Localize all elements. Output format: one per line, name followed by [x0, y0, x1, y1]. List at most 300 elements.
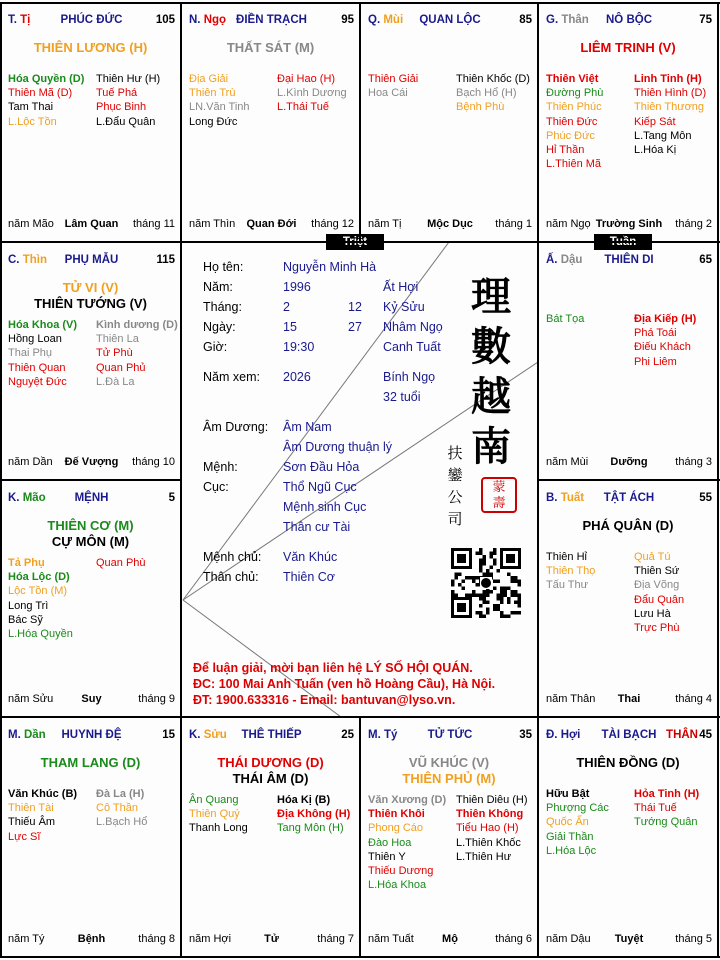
- minor-star: Phúc Đức: [546, 129, 595, 142]
- info-value: Nguyễn Minh Hà: [283, 260, 377, 274]
- life-stage: Tử: [264, 933, 279, 945]
- footer-year: năm Hợi: [189, 933, 232, 945]
- minor-star: Đà La (H): [96, 788, 145, 800]
- palace-header: [368, 729, 532, 745]
- minor-star: Tấu Thư: [546, 579, 589, 592]
- main-star: PHÁ QUÂN (D): [582, 518, 674, 533]
- minor-star: Quốc Ấn: [546, 816, 589, 829]
- h-line: [0, 479, 182, 481]
- info-label: Năm:: [203, 280, 233, 294]
- minor-stars-right: [277, 72, 347, 115]
- main-star: THAM LANG (D): [40, 755, 141, 770]
- minor-star: Long Đức: [189, 115, 238, 128]
- main-star: THIÊN PHỦ (M): [402, 771, 496, 786]
- minor-star: Tiểu Hao (H): [456, 822, 519, 835]
- can-label: N.: [189, 14, 201, 26]
- minor-star: Thiên Mã (D): [8, 87, 73, 100]
- minor-star: Hoa Cái: [368, 87, 408, 100]
- info-label: Ngày:: [203, 320, 236, 334]
- main-stars: [0, 280, 181, 312]
- palace-name: PHÚC ĐỨC: [60, 14, 123, 26]
- footer-year: năm Tị: [368, 218, 402, 230]
- minor-stars-left: [8, 556, 73, 641]
- footer-year: năm Mùi: [546, 456, 589, 468]
- main-star: THIÊN CƠ (M): [47, 518, 134, 533]
- minor-star: L.Thiên Hư: [456, 850, 512, 863]
- footer-year: năm Thìn: [189, 218, 236, 230]
- info-label: Thân chủ:: [203, 570, 259, 584]
- life-stage: Mộc Dục: [427, 218, 473, 230]
- minor-star: Kiếp Sát: [634, 115, 676, 128]
- birth-info-row: [203, 420, 463, 436]
- palace-header: [8, 14, 175, 30]
- info-canchi: Kỷ Sửu: [383, 300, 425, 314]
- chi-label: Mão: [22, 492, 46, 504]
- palace-name: TỬ TỨC: [427, 729, 473, 741]
- minor-star: Tử Phù: [96, 347, 133, 360]
- minor-star: Địa Võng: [634, 579, 680, 592]
- minor-star: Bác Sỹ: [8, 613, 43, 626]
- palace-cell-ti[interactable]: [0, 2, 181, 242]
- birth-info-row: [203, 340, 463, 356]
- contact-address: ĐC: 100 Mai Anh Tuấn (ven hồ Hoàng Cầu), Hà Nội.: [193, 677, 496, 691]
- minor-star: Quan Phù: [96, 557, 146, 569]
- minor-star: L.Hóa Lộc: [546, 844, 597, 857]
- info-value: Sơn Đầu Hỏa: [283, 460, 360, 474]
- minor-star: Thiếu Dương: [368, 865, 434, 878]
- minor-stars-left: [368, 793, 446, 892]
- birth-info-row: [203, 570, 463, 586]
- main-star: THẤT SÁT (M): [226, 40, 315, 55]
- info-label: Năm xem:: [203, 370, 260, 384]
- minor-star: Tang Môn (H): [277, 822, 344, 835]
- palace-header: [8, 729, 175, 745]
- minor-star: Đẩu Quân: [634, 593, 685, 606]
- calligraphy-char: 數: [471, 323, 511, 370]
- palace-footer: [546, 218, 712, 232]
- footer-year: năm Dậu: [546, 933, 591, 945]
- minor-star: Quả Tú: [634, 551, 671, 563]
- can-label: K.: [8, 492, 20, 504]
- h-line: [538, 479, 720, 481]
- life-stage: Thai: [617, 693, 641, 705]
- minor-star: Bát Tọa: [546, 313, 585, 325]
- info-value: 19:30: [283, 340, 315, 354]
- minor-star: Đường Phù: [546, 87, 604, 100]
- footer-month: tháng 11: [132, 218, 175, 230]
- main-stars: [538, 40, 718, 56]
- can-label: B.: [546, 492, 558, 504]
- calligraphy-logo: [461, 272, 521, 472]
- can-label: T.: [8, 14, 17, 26]
- contact-line: Để luận giải, mời bạn liên hệ LÝ SỐ HỘI QUÁN.: [193, 661, 473, 675]
- minor-star: Văn Xương (D): [368, 794, 447, 806]
- minor-star: Hỏa Tinh (H): [634, 788, 700, 800]
- chi-label: Dần: [23, 729, 46, 741]
- life-stage: Bệnh: [77, 933, 106, 945]
- chi-label: Hợi: [560, 729, 581, 741]
- minor-star: Phá Toái: [634, 327, 677, 340]
- footer-year: năm Sửu: [8, 693, 54, 705]
- can-label: G.: [546, 14, 559, 26]
- minor-stars-left: [189, 793, 248, 836]
- palace-cell-mui[interactable]: [360, 2, 538, 242]
- palace-cell-tuat[interactable]: [538, 480, 718, 717]
- info-canchi: Nhâm Ngọ: [383, 320, 443, 334]
- minor-stars-left: [546, 312, 584, 326]
- footer-year: năm Mão: [8, 218, 54, 230]
- minor-star: Bạch Hổ (H): [456, 87, 517, 100]
- v-line: [359, 2, 361, 242]
- palace-header: [546, 729, 712, 745]
- minor-star: L.Bạch Hổ: [96, 816, 148, 829]
- main-stars: [0, 40, 181, 56]
- main-stars: [538, 518, 718, 534]
- minor-star: Thiên La: [96, 333, 139, 346]
- minor-star: Hóa Khoa (V): [8, 319, 78, 331]
- life-stage: Trường Sinh: [595, 218, 663, 230]
- footer-year: năm Dần: [8, 456, 53, 468]
- footer-month: tháng 6: [495, 933, 532, 945]
- chi-label: Tuất: [560, 492, 585, 504]
- chi-label: Ngọ: [203, 14, 227, 26]
- birth-info-row: [203, 500, 463, 516]
- seal-char: 司: [447, 510, 463, 528]
- palace-footer: [368, 218, 532, 232]
- center-info-panel: [181, 242, 538, 717]
- info-value: Mệnh sinh Cục: [283, 500, 367, 514]
- minor-star: Thiên Khốc (D): [456, 73, 530, 85]
- palace-age: 75: [699, 14, 712, 26]
- can-label: C.: [8, 254, 20, 266]
- v-line: [359, 716, 361, 958]
- minor-star: Thiên Trù: [189, 87, 236, 100]
- life-stage: Suy: [81, 693, 102, 705]
- can-label: M.: [8, 729, 21, 741]
- palace-header: [546, 254, 712, 270]
- minor-star: Thiên Đức: [546, 115, 598, 128]
- footer-year: năm Tuất: [368, 933, 414, 945]
- minor-star: Lộc Tồn (M): [8, 585, 68, 598]
- info-value: 1996: [283, 280, 311, 294]
- minor-star: Điếu Khách: [634, 341, 691, 354]
- palace-name: NÔ BỘC: [606, 14, 652, 26]
- info-value: Âm Nam: [283, 420, 332, 434]
- footer-month: tháng 3: [675, 456, 712, 468]
- footer-month: tháng 2: [675, 218, 712, 230]
- minor-star: Tuế Phá: [96, 87, 138, 100]
- minor-star: Cô Thần: [96, 802, 138, 815]
- info-canchi: Ất Hợi: [383, 280, 419, 294]
- palace-name: HUYNH ĐỆ: [61, 729, 122, 741]
- company-seal-chars: [445, 442, 465, 530]
- can-label: Đ.: [546, 729, 558, 741]
- palace-footer: [8, 693, 175, 707]
- footer-year: năm Ngọ: [546, 218, 591, 230]
- footer-month: tháng 12: [311, 218, 354, 230]
- palace-footer: [189, 933, 354, 947]
- info-value: Âm Dương thuận lý: [283, 440, 392, 454]
- birth-info-row: [203, 440, 463, 456]
- minor-star: Thai Phụ: [8, 347, 53, 360]
- palace-cell-thin[interactable]: [0, 242, 181, 480]
- life-stage: Dưỡng: [610, 456, 648, 468]
- life-stage: Đế Vượng: [64, 456, 119, 468]
- minor-star: L.Tang Môn: [634, 129, 692, 142]
- minor-star: Thiên Quý: [189, 808, 240, 821]
- minor-star: Hóa Kị (B): [277, 794, 331, 806]
- contact-phone-email[interactable]: ĐT: 1900.633316 - Email: bantuvan@lyso.vn.: [193, 693, 456, 707]
- minor-star: Tả Phụ: [8, 557, 45, 569]
- minor-star: Địa Không (H): [277, 808, 351, 821]
- palace-cell-ty[interactable]: [360, 717, 538, 957]
- life-stage: Lâm Quan: [64, 218, 119, 230]
- minor-star: Phục Binh: [96, 101, 147, 114]
- chi-label: Tý: [383, 729, 398, 741]
- info-label: Âm Dương:: [203, 420, 269, 434]
- birth-info-row: [203, 480, 463, 496]
- info-value: 15: [283, 320, 297, 334]
- minor-stars-right: [456, 72, 530, 115]
- info-label: Giờ:: [203, 340, 228, 354]
- palace-header: [8, 492, 175, 508]
- minor-star: L.Thái Tuế: [277, 101, 329, 114]
- minor-star: Thanh Long: [189, 822, 248, 835]
- minor-star: Linh Tinh (H): [634, 73, 702, 85]
- palace-age: 55: [699, 492, 712, 504]
- contact-block: [193, 660, 538, 708]
- info-label: Mệnh:: [203, 460, 238, 474]
- palace-cell-ngo[interactable]: [181, 2, 360, 242]
- palace-footer: [8, 933, 175, 947]
- palace-age: 5: [168, 492, 175, 504]
- chi-label: Sửu: [203, 729, 227, 741]
- palace-footer: [546, 933, 712, 947]
- footer-year: năm Tý: [8, 933, 45, 945]
- footer-month: tháng 8: [138, 933, 175, 945]
- palace-header: [546, 14, 712, 30]
- main-star: TỬ VI (V): [62, 280, 119, 295]
- minor-star: Giải Thần: [546, 830, 594, 843]
- minor-stars-right: [634, 787, 699, 830]
- info-value: Thân cư Tài: [283, 520, 351, 534]
- seal-char: 公: [447, 488, 463, 506]
- palace-cell-suu[interactable]: [181, 717, 360, 957]
- palace-footer: [8, 218, 175, 232]
- palace-cell-mao[interactable]: [0, 480, 181, 717]
- seal-char: 鑾: [447, 466, 463, 484]
- info-value: Thổ Ngũ Cục: [283, 480, 357, 494]
- palace-age: 25: [341, 729, 354, 741]
- minor-star: Thiên Không: [456, 808, 524, 821]
- minor-star: Hóa Lộc (D): [8, 571, 70, 584]
- minor-star: Tam Thai: [8, 101, 54, 114]
- minor-star: Lưu Hà: [634, 607, 671, 620]
- palace-name: PHỤ MẪU: [64, 254, 119, 266]
- minor-star: Phượng Các: [546, 802, 609, 815]
- minor-star: Hóa Quyền (D): [8, 73, 85, 85]
- palace-footer: [8, 456, 175, 470]
- minor-star: Thiếu Âm: [8, 816, 56, 829]
- minor-star: Long Trì: [8, 599, 49, 612]
- palace-age: 45: [699, 729, 712, 741]
- info-value: 2: [283, 300, 290, 314]
- chi-label: Thìn: [22, 254, 47, 266]
- main-star: VŨ KHÚC (V): [408, 755, 490, 770]
- birth-info-row: [203, 520, 463, 536]
- can-label: M.: [368, 729, 381, 741]
- palace-footer: [546, 456, 712, 470]
- minor-star: Địa Kiếp (H): [634, 313, 697, 325]
- minor-stars-left: [546, 787, 609, 858]
- palace-footer: [189, 218, 354, 232]
- can-label: Q.: [368, 14, 381, 26]
- minor-star: Thiên Sứ: [634, 565, 680, 578]
- palace-footer: [368, 933, 532, 947]
- minor-stars-right: [634, 312, 696, 369]
- minor-stars-right: [96, 72, 160, 129]
- palace-cell-dau[interactable]: [538, 242, 718, 480]
- minor-stars-right: [96, 787, 147, 830]
- footer-month: tháng 1: [495, 218, 532, 230]
- footer-month: tháng 4: [675, 693, 712, 705]
- birth-info-row: [203, 300, 463, 316]
- minor-star: Thiên Giải: [368, 73, 419, 85]
- main-star: THÁI ÂM (D): [232, 771, 309, 786]
- minor-stars-left: [189, 72, 250, 129]
- minor-star: Hồng Loan: [8, 333, 62, 346]
- main-star: CỰ MÔN (M): [51, 534, 130, 549]
- minor-star: L.Lộc Tồn: [8, 115, 57, 128]
- main-star: THIÊN LƯƠNG (H): [33, 40, 148, 55]
- main-stars: [181, 40, 360, 56]
- palace-age: 15: [162, 729, 175, 741]
- main-stars: [538, 755, 718, 771]
- minor-star: Thiên Hư (H): [96, 73, 161, 85]
- minor-star: Thiên Hỉ: [546, 551, 587, 563]
- palace-name: QUAN LỘC: [419, 14, 481, 26]
- birth-info-row: [203, 550, 463, 566]
- minor-star: L.Đà La: [96, 375, 135, 388]
- can-label: Ấ.: [546, 254, 558, 266]
- info-canchi: 32 tuổi: [383, 390, 421, 404]
- main-stars: [0, 518, 181, 550]
- minor-star: L.Hóa Kị: [634, 144, 677, 157]
- footer-year: năm Thân: [546, 693, 596, 705]
- minor-star: Đại Hao (H): [277, 73, 336, 85]
- palace-age: 65: [699, 254, 712, 266]
- minor-star: Quan Phủ: [96, 361, 146, 374]
- minor-star: Thiên Quan: [8, 361, 66, 374]
- info-value: Văn Khúc: [283, 550, 338, 564]
- calligraphy-char: 理: [471, 273, 511, 320]
- palace-age: 35: [519, 729, 532, 741]
- chi-label: Thân: [561, 14, 589, 26]
- v-line: [537, 2, 539, 958]
- minor-star: Lực Sĩ: [8, 830, 41, 843]
- minor-stars-left: [546, 550, 595, 593]
- minor-stars-left: [8, 787, 77, 844]
- palace-name: TẬT ÁCH: [603, 492, 655, 504]
- minor-star: Tướng Quân: [634, 816, 698, 829]
- palace-name: THIÊN DI: [604, 254, 654, 266]
- birth-info-row: [203, 260, 463, 276]
- info-label: Mệnh chủ:: [203, 550, 262, 564]
- palace-cell-hoi[interactable]: [538, 717, 718, 957]
- minor-star: Hỉ Thần: [546, 144, 585, 157]
- palace-cell-than[interactable]: [538, 2, 718, 242]
- palace-age: 85: [519, 14, 532, 26]
- minor-star: Phi Liêm: [634, 355, 677, 368]
- minor-star: Thái Tuế: [634, 802, 677, 815]
- info-value: 2026: [283, 370, 311, 384]
- palace-name: THÊ THIẾP: [241, 729, 302, 741]
- minor-star: Địa Giải: [189, 73, 229, 85]
- minor-star: Ân Quang: [189, 794, 239, 806]
- chi-label: Mùi: [383, 14, 404, 26]
- minor-star: Phong Cáo: [368, 822, 424, 835]
- minor-stars-right: [96, 318, 178, 389]
- minor-stars-right: [96, 556, 146, 570]
- palace-header: [368, 14, 532, 30]
- palace-footer: [546, 693, 712, 707]
- v-line: [180, 2, 182, 958]
- qr-code[interactable]: [451, 548, 521, 618]
- palace-age: 105: [155, 14, 175, 26]
- footer-month: tháng 5: [675, 933, 712, 945]
- chi-label: Dậu: [560, 254, 583, 266]
- minor-star: Đào Hoa: [368, 836, 412, 849]
- palace-header: [189, 729, 354, 745]
- palace-name: MỆNH: [74, 492, 109, 504]
- palace-header: [189, 14, 354, 30]
- palace-age: 95: [341, 14, 354, 26]
- main-star: LIÊM TRINH (V): [580, 40, 676, 55]
- birth-info-row: [203, 370, 463, 386]
- minor-star: LN.Văn Tinh: [189, 101, 250, 114]
- main-stars: [181, 755, 360, 787]
- minor-star: Bệnh Phù: [456, 101, 505, 114]
- calligraphy-char: 越: [471, 373, 511, 420]
- main-star: THÁI DƯƠNG (D): [217, 755, 324, 770]
- minor-stars-right: [634, 550, 684, 635]
- palace-header: [8, 254, 175, 270]
- main-star: THIÊN ĐỒNG (D): [576, 755, 680, 770]
- minor-stars-left: [546, 72, 603, 171]
- minor-stars-right: [456, 793, 528, 864]
- palace-header: [546, 492, 712, 508]
- calligraphy-char: 南: [471, 423, 511, 470]
- minor-star: Kình dương (D): [96, 319, 178, 331]
- info-label: Tháng:: [203, 300, 242, 314]
- red-stamp: 蒙 壽: [481, 477, 517, 513]
- life-stage: Tuyệt: [614, 933, 644, 945]
- minor-stars-right: [634, 72, 706, 157]
- minor-stars-left: [8, 318, 77, 389]
- palace-cell-dan[interactable]: [0, 717, 181, 957]
- life-stage: Quan Đới: [246, 218, 297, 230]
- minor-star: Hữu Bật: [546, 788, 590, 800]
- minor-star: Nguyệt Đức: [8, 375, 67, 388]
- info-label: Cục:: [203, 480, 229, 494]
- minor-star: L.Hóa Khoa: [368, 879, 427, 892]
- minor-star: Thiên Diêu (H): [456, 794, 528, 806]
- minor-star: Thiên Phúc: [546, 101, 602, 114]
- minor-star: L.Đẩu Quân: [96, 115, 156, 128]
- palace-age: 115: [156, 254, 175, 266]
- main-stars: [360, 755, 538, 787]
- birth-info-row: [203, 460, 463, 476]
